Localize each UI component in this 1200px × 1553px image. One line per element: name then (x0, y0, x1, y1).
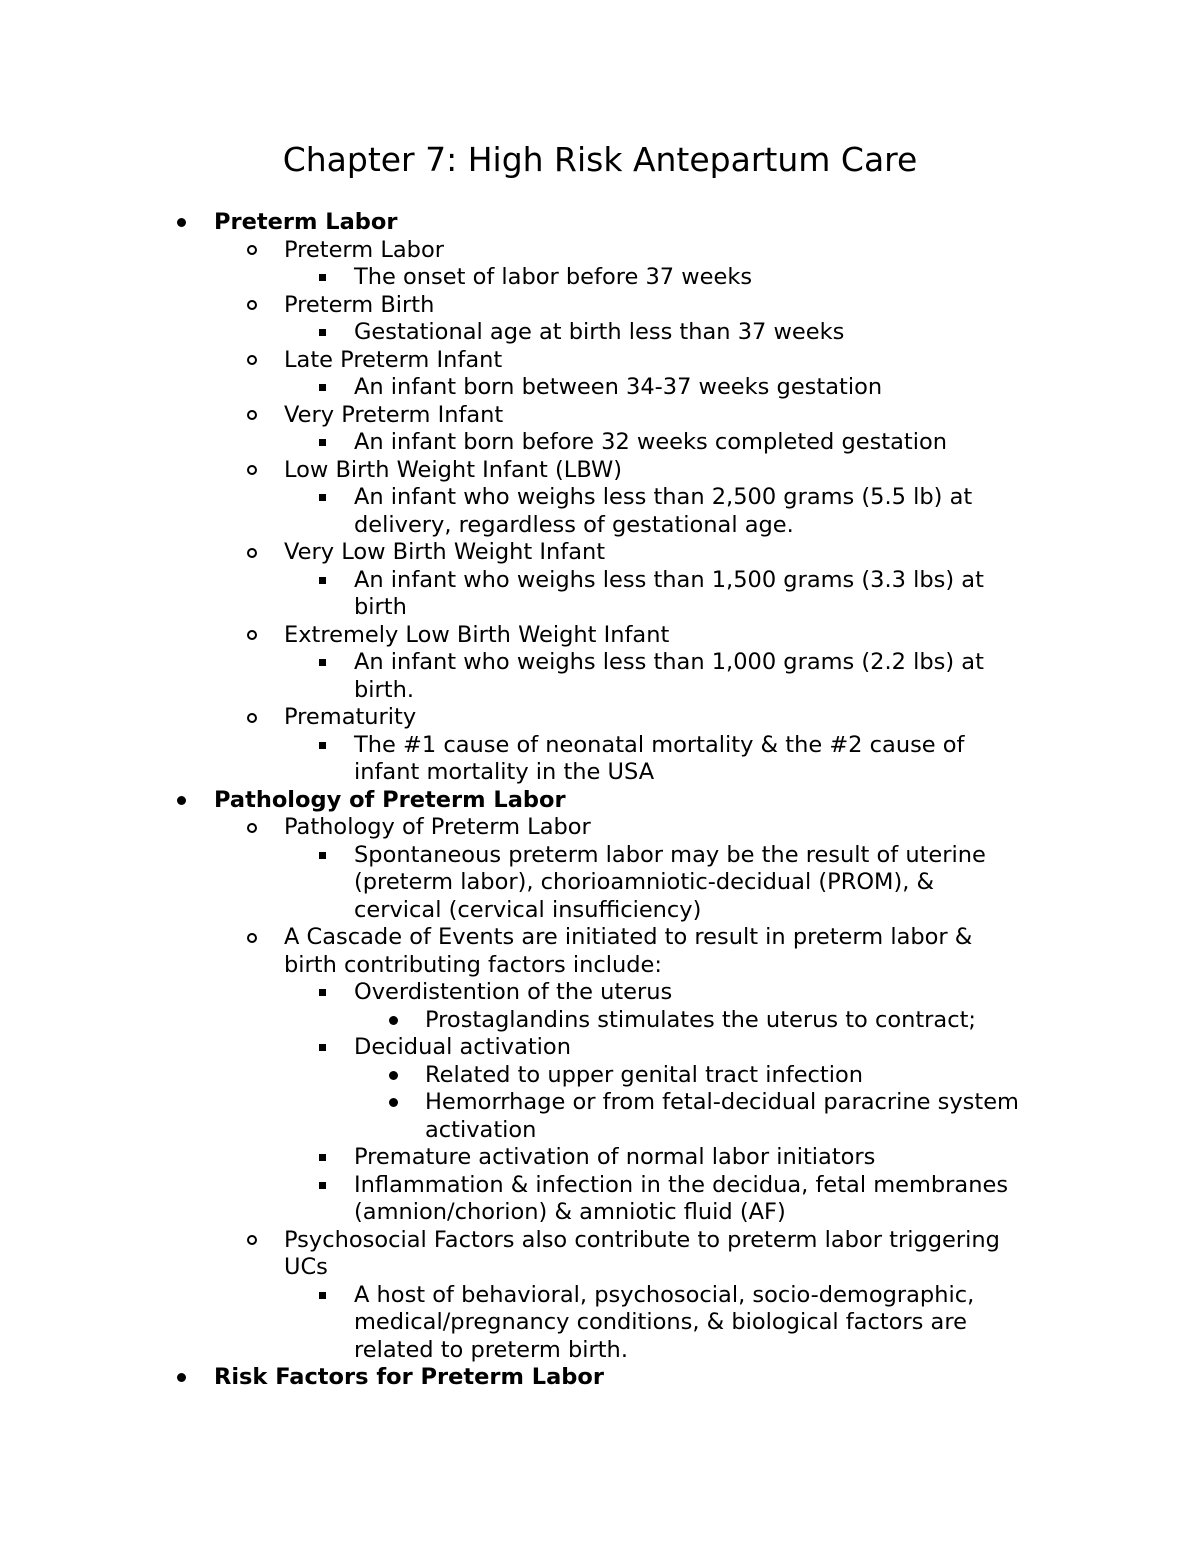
outline-item-level-4 (0, 1062, 1200, 1090)
square-bullet-icon (314, 567, 330, 595)
text-line: Extremely Low Birth Weight Infant (284, 621, 670, 648)
outline-item-level-3 (0, 1034, 1200, 1062)
square-bullet-icon (314, 1144, 330, 1172)
circle-bullet-icon (244, 704, 260, 732)
text-line: (amnion/chorion) & amniotic fluid (AF) (354, 1199, 786, 1225)
outline-item-text (284, 704, 1200, 732)
text-line: Overdistention of the uterus (354, 979, 673, 1005)
text-line: Hemorrhage or from fetal-decidual paracrine system (425, 1089, 1019, 1115)
bullet-icon (173, 209, 189, 237)
text-line: birth. (354, 676, 415, 703)
text-line: cervical (cervical insufficiency) (354, 896, 702, 923)
outline-item-text (214, 1364, 1200, 1392)
square-bullet-icon (314, 374, 330, 402)
outline-item-level-3 (0, 842, 1200, 925)
square-bullet-icon (314, 1282, 330, 1310)
text-line: Prostaglandins stimulates the uterus to contract; (425, 1006, 976, 1033)
outline-item-text (425, 1007, 1200, 1035)
text-line: A host of behavioral, psychosocial, socio-demographic, (354, 1281, 975, 1308)
circle-bullet-icon (244, 292, 260, 320)
text-line: Preterm Labor (284, 236, 444, 263)
text-line: Premature activation of normal labor initiators (354, 1144, 876, 1170)
outline-item-level-3 (0, 374, 1200, 402)
outline-item-level-1 (0, 209, 1200, 237)
outline-item-level-2 (0, 292, 1200, 320)
outline-item-level-2 (0, 704, 1200, 732)
outline-item-text (284, 457, 1200, 485)
outline-item-level-3 (0, 1172, 1200, 1227)
outline-item-text (214, 787, 1200, 815)
square-bullet-icon (314, 842, 330, 870)
circle-bullet-icon (244, 814, 260, 842)
text-line: Preterm Birth (284, 291, 435, 318)
square-bullet-icon (314, 732, 330, 760)
circle-bullet-icon (244, 924, 260, 952)
square-bullet-icon (314, 1172, 330, 1200)
square-bullet-icon (314, 429, 330, 457)
outline-item-text (354, 1282, 1200, 1365)
outline-item-text (354, 1172, 1200, 1227)
outline-item-text (354, 319, 1200, 347)
outline-item-level-1 (0, 787, 1200, 815)
text-line: Very Low Birth Weight Infant (284, 539, 606, 565)
square-bullet-icon (314, 1034, 330, 1062)
outline-item-level-3 (0, 484, 1200, 539)
text-line: delivery, regardless of gestational age. (354, 511, 794, 538)
circle-bullet-icon (244, 237, 260, 265)
outline-item-level-3 (0, 649, 1200, 704)
outline-item-level-3 (0, 1144, 1200, 1172)
square-bullet-icon (314, 319, 330, 347)
text-line: medical/pregnancy conditions, & biological factors are (354, 1309, 967, 1335)
outline-item-level-2 (0, 347, 1200, 375)
text-line: Decidual activation (354, 1034, 571, 1060)
text-line: A Cascade of Events are initiated to result in preterm labor & (284, 924, 973, 950)
outline-item-level-2 (0, 237, 1200, 265)
outline-item-level-1 (0, 1364, 1200, 1392)
outline-item-level-2 (0, 924, 1200, 979)
outline-item-text (284, 1227, 1200, 1282)
outline-item-text (354, 429, 1200, 457)
square-bullet-icon (314, 979, 330, 1007)
outline-item-level-3 (0, 732, 1200, 787)
text-line: The onset of labor before 37 weeks (354, 264, 753, 290)
text-line: Psychosocial Factors also contribute to preterm labor triggering (284, 1226, 1000, 1253)
outline-item-level-2 (0, 622, 1200, 650)
bullet-icon (385, 1007, 401, 1035)
outline-item-text (354, 649, 1200, 704)
outline-item-text (284, 402, 1200, 430)
text-line: Spontaneous preterm labor may be the result of uterine (354, 841, 986, 868)
outline-item-text (425, 1062, 1200, 1090)
text-line: Inflammation & infection in the decidua, fetal membranes (354, 1171, 1009, 1198)
outline-item-text (354, 842, 1200, 925)
circle-bullet-icon (244, 1227, 260, 1255)
text-line: An infant who weighs less than 2,500 grams (5.5 lb) at (354, 484, 973, 510)
outline-item-text (284, 814, 1200, 842)
outline-item-level-2 (0, 1227, 1200, 1282)
text-line: Late Preterm Infant (284, 346, 503, 373)
bullet-icon (385, 1062, 401, 1090)
text-line: Low Birth Weight Infant (LBW) (284, 456, 622, 483)
text-line: birth (354, 594, 407, 620)
outline-item-level-3 (0, 1282, 1200, 1365)
text-line: An infant who weighs less than 1,000 grams (2.2 lbs) at (354, 649, 984, 675)
text-line: Pathology of Preterm Labor (284, 814, 591, 840)
outline-item-text (354, 484, 1200, 539)
circle-bullet-icon (244, 622, 260, 650)
outline-item-text (354, 374, 1200, 402)
outline-item-level-3 (0, 979, 1200, 1007)
outline-item-text (284, 539, 1200, 567)
outline-item-level-3 (0, 429, 1200, 457)
square-bullet-icon (314, 484, 330, 512)
outline-item-text (284, 292, 1200, 320)
outline-item-text (284, 622, 1200, 650)
outline-item-text (214, 209, 1200, 237)
circle-bullet-icon (244, 457, 260, 485)
outline-item-level-2 (0, 457, 1200, 485)
outline-item-level-4 (0, 1007, 1200, 1035)
text-line: birth contributing factors include: (284, 951, 662, 978)
text-line: Pathology of Preterm Labor (214, 786, 566, 813)
outline-item-text (354, 1034, 1200, 1062)
text-line: Preterm Labor (214, 209, 398, 235)
text-line: activation (425, 1116, 537, 1143)
outline-item-text (354, 732, 1200, 787)
bullet-icon (173, 787, 189, 815)
outline-item-text (284, 237, 1200, 265)
outline-item-text (354, 979, 1200, 1007)
text-line: Prematurity (284, 704, 417, 730)
outline-item-level-4 (0, 1089, 1200, 1144)
text-line: infant mortality in the USA (354, 759, 655, 785)
text-line: UCs (284, 1254, 328, 1280)
outline-item-text (425, 1089, 1200, 1144)
text-line: (preterm labor), chorioamniotic-decidual (PROM), & (354, 869, 935, 895)
outline-item-level-3 (0, 319, 1200, 347)
text-line: An infant who weighs less than 1,500 grams (3.3 lbs) at (354, 566, 984, 593)
text-line: Related to upper genital tract infection (425, 1061, 864, 1088)
outline-item-text (354, 264, 1200, 292)
outline-item-level-2 (0, 402, 1200, 430)
text-line: related to preterm birth. (354, 1336, 628, 1363)
outline-item-level-2 (0, 814, 1200, 842)
outline-item-text (284, 924, 1200, 979)
text-line: The #1 cause of neonatal mortality & the #2 cause of (354, 731, 965, 758)
outline-item-level-3 (0, 264, 1200, 292)
outline-item-level-3 (0, 567, 1200, 622)
square-bullet-icon (314, 649, 330, 677)
circle-bullet-icon (244, 347, 260, 375)
page-title: Chapter 7: High Risk Antepartum Care (282, 140, 918, 179)
text-line: An infant born before 32 weeks completed gestation (354, 429, 947, 455)
circle-bullet-icon (244, 539, 260, 567)
bullet-icon (173, 1364, 189, 1392)
bullet-icon (385, 1089, 401, 1117)
outline-list (0, 209, 1200, 1392)
text-line: An infant born between 34-37 weeks gestation (354, 374, 883, 400)
circle-bullet-icon (244, 402, 260, 430)
outline-item-text (284, 347, 1200, 375)
outline-item-text (354, 1144, 1200, 1172)
text-line: Gestational age at birth less than 37 weeks (354, 319, 845, 345)
text-line: Very Preterm Infant (284, 401, 504, 428)
outline-item-level-2 (0, 539, 1200, 567)
square-bullet-icon (314, 264, 330, 292)
text-line: Risk Factors for Preterm Labor (214, 1364, 604, 1390)
outline-item-text (354, 567, 1200, 622)
